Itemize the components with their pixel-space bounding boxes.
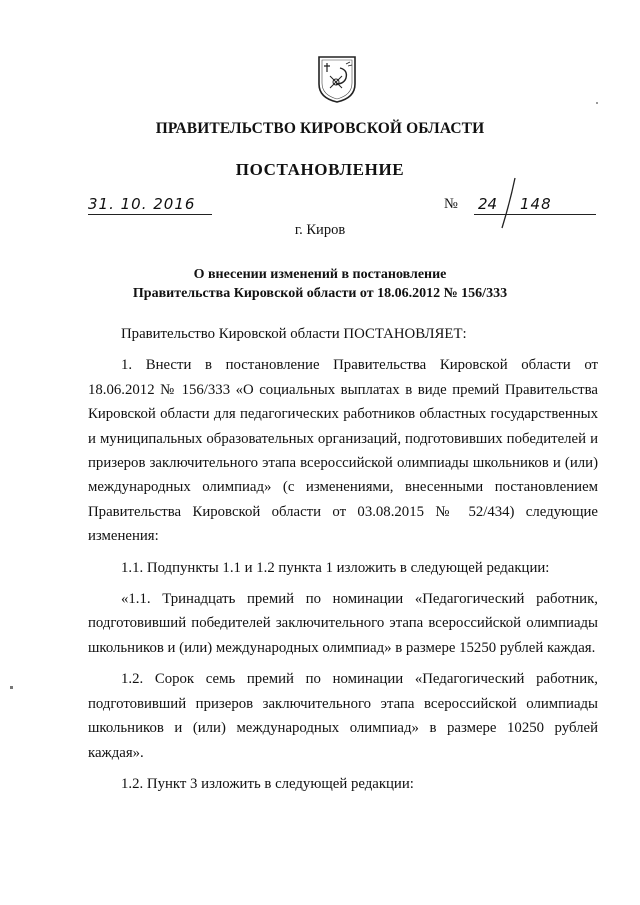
document-date: 31. 10. 2016	[88, 194, 212, 215]
paragraph-1-1-text: «1.1. Тринадцать премий по номинации «Педагогический работник, подготовивший победителей заключительного этапа всероссийской олимпиады школьников и (или) международных олимпиад» в размере 15250 рублей каждая.	[88, 591, 598, 656]
document-number-part1: 24	[478, 195, 498, 213]
title-line-2: Правительства Кировской области от 18.06.2012 № 156/333	[132, 286, 508, 301]
preamble-paragraph: Правительство Кировской области ПОСТАНОВЛЯЕТ:	[121, 326, 467, 342]
paragraph-1-2-text: 1.2. Сорок семь премий по номинации «Педагогический работник, подготовивший призеров заключительного этапа всероссийской олимпиады школьников и (или) международных олимпиад» в размере 10250 рублей каждая».	[88, 671, 598, 761]
scan-speck	[10, 686, 13, 689]
organization-name: ПРАВИТЕЛЬСТВО КИРОВСКОЙ ОБЛАСТИ	[155, 120, 485, 137]
number-label: №	[444, 196, 458, 212]
document-number-part2: 148	[520, 195, 552, 213]
title-line-1: О внесении изменений в постановление	[193, 267, 447, 282]
paragraph-1: 1. Внести в постановление Правительства Кировской области от 18.06.2012 № 156/333 «О социальных выплатах в виде премий Правительства Кировской области для педагогических работников областных государственных и муниципальных образовательных организаций, подготовивших победителей и призеров заключительного этапа всероссийской олимпиады школьников и (или) международных олимпиад» (с изменениями, внесенными постановлением Правительства Кировской области от 03.08.2015 № 52/434) следующие изменения:	[88, 357, 598, 545]
document-type: ПОСТАНОВЛЕНИЕ	[235, 160, 405, 179]
paragraph-1-2-point-3: 1.2. Пункт 3 изложить в следующей редакции:	[121, 775, 414, 792]
city-name: г. Киров	[294, 222, 346, 238]
coat-of-arms-emblem	[316, 54, 358, 104]
document-body	[88, 322, 598, 796]
document-title	[0, 265, 640, 303]
paragraph-1-1: 1.1. Подпункты 1.1 и 1.2 пункта 1 изложить в следующей редакции:	[121, 559, 550, 576]
scan-speck	[596, 102, 598, 104]
